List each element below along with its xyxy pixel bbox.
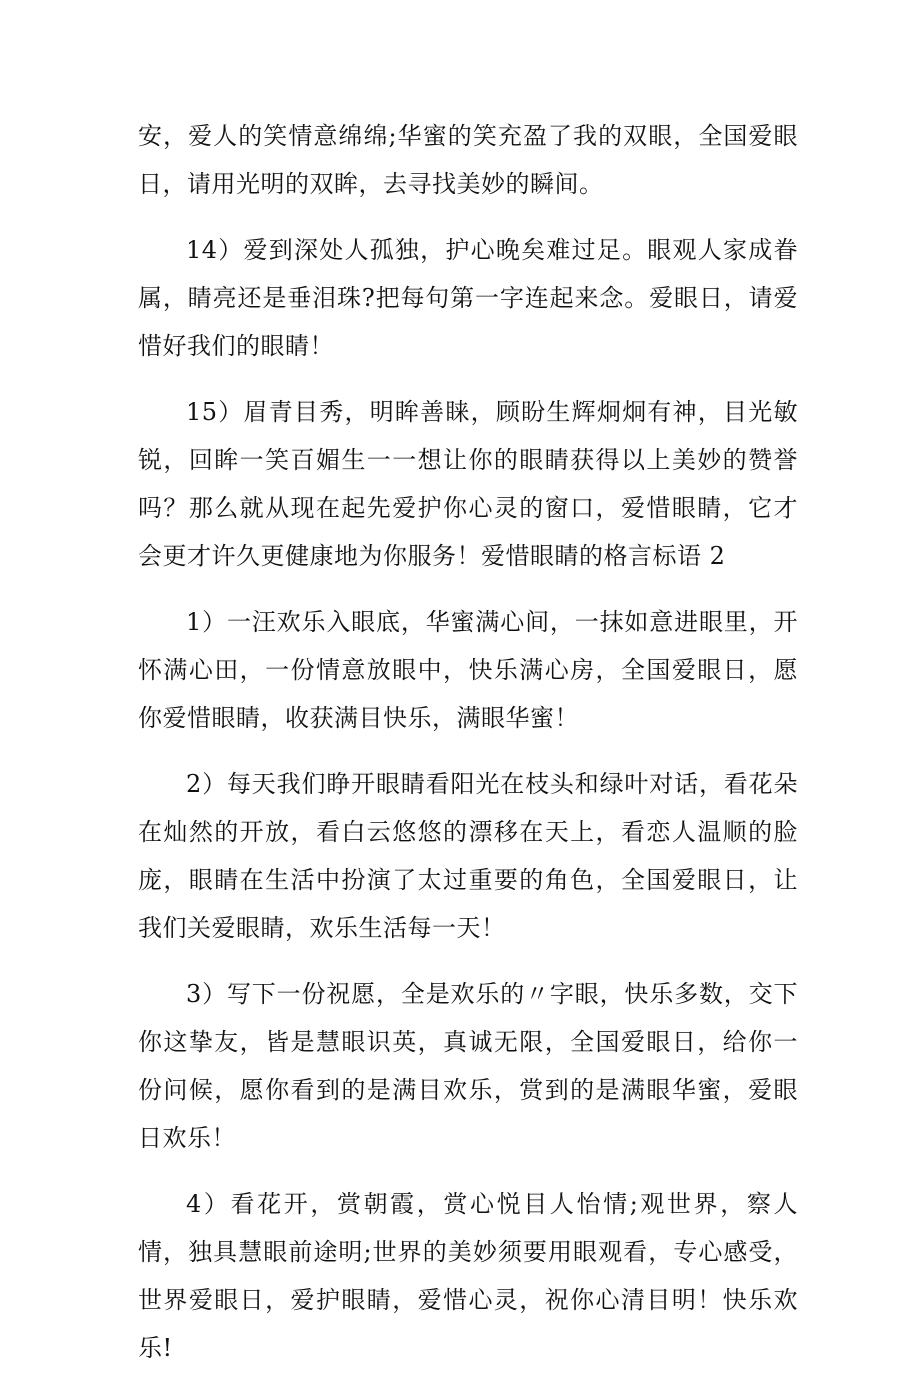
paragraph-item-3: 3）写下一份祝愿，全是欢乐的〃字眼，快乐多数，交下你这挚友，皆是慧眼识英，真诚无限，全国爱眼日，给你一份问候，愿你看到的是满目欢乐，赏到的是满眼华蜜，爱眼日欢乐！ (138, 980, 798, 1152)
paragraph-item-2: 2）每天我们睁开眼睛看阳光在枝头和绿叶对话，看花朵在灿然的开放，看白云悠悠的漂移在天上，看恋人温顺的脸庞，眼睛在生活中扮演了太过重要的角色，全国爱眼日，让我们关爱眼睛，欢乐生活每一天！ (138, 770, 798, 942)
paragraph-item-14: 14）爱到深处人孤独，护心晚矣难过足。眼观人家成眷属，睛亮还是垂泪珠?把每句第一字连起来念。爱眼日，请爱惜好我们的眼睛！ (138, 236, 798, 360)
paragraph-continuation: 安，爱人的笑情意绵绵;华蜜的笑充盈了我的双眼，全国爱眼日，请用光明的双眸，去寻找美妙的瞬间。 (138, 122, 798, 198)
document-body (138, 112, 798, 1390)
paragraph-item-1: 1）一汪欢乐入眼底，华蜜满心间，一抹如意进眼里，开怀满心田，一份情意放眼中，快乐满心房，全国爱眼日，愿你爱惜眼睛，收获满目快乐，满眼华蜜！ (138, 608, 798, 732)
paragraph-item-4: 4）看花开，赏朝霞，赏心悦目人怡情;观世界，察人情，独具慧眼前途明;世界的美妙须要用眼观看，专心感受，世界爱眼日，爱护眼睛，爱惜心灵，祝你心清目明！快乐欢乐! (138, 1190, 798, 1362)
paragraph-item-15: 15）眉青目秀，明眸善睐，顾盼生辉炯炯有神，目光敏锐，回眸一笑百媚生一一想让你的眼睛获得以上美妙的赞誉吗？那么就从现在起先爱护你心灵的窗口，爱惜眼睛，它才会更才许久更健康地为你服务！爱惜眼睛的格言标语 2 (138, 398, 798, 570)
